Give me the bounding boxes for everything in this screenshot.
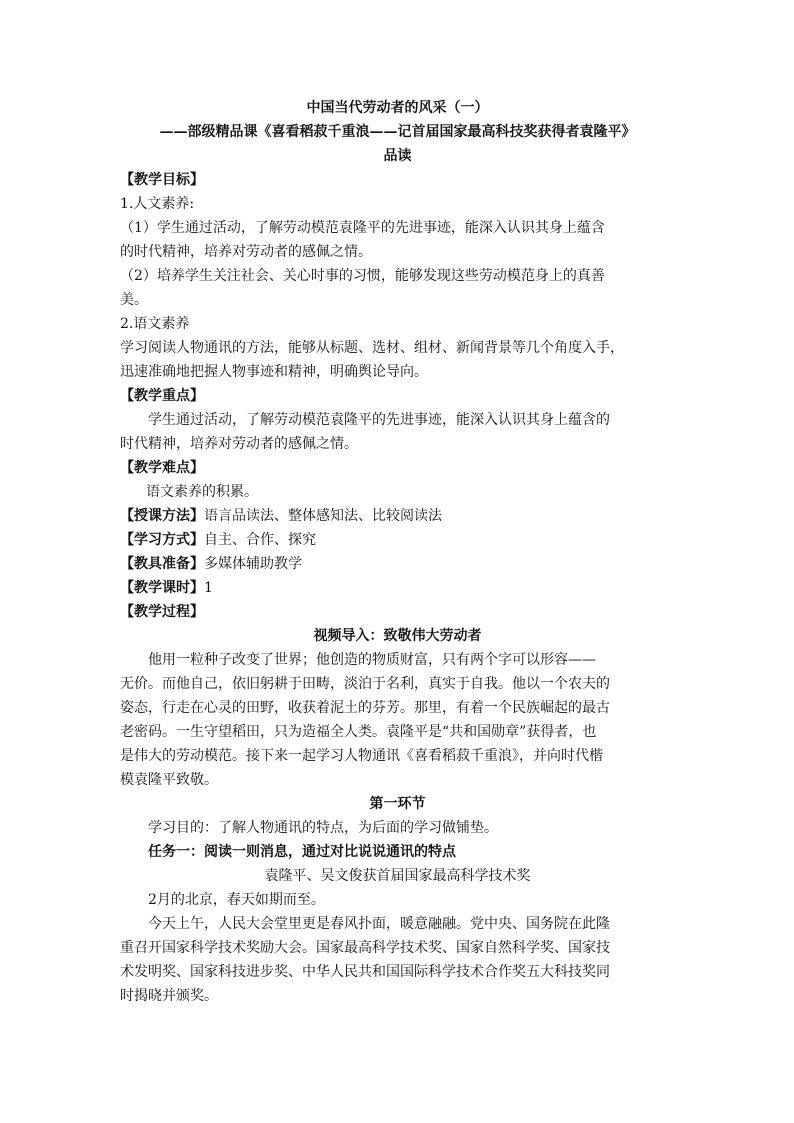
humanities-heading: 1.人文素养: bbox=[120, 196, 195, 212]
hours-label: 【教学课时】 bbox=[120, 580, 204, 596]
language-heading: 2.语文素养 bbox=[120, 316, 190, 332]
humanities-item-1-line-1: （1）学生通过活动，了解劳动模范袁隆平的先进事迹，能深入认识其身上蕴含 bbox=[120, 220, 605, 236]
intro-line-5: 是伟大的劳动模范。接下来一起学习人物通讯《喜看稻菽千重浪》，并向时代楷 bbox=[120, 748, 603, 764]
document-subtitle: ——部级精品课《喜看稻菽千重浪——记首届国家最高科技奖获得者袁隆平》 bbox=[159, 124, 636, 140]
intro-line-6: 模袁隆平致敬。 bbox=[120, 772, 218, 788]
difficulty-heading: 【教学难点】 bbox=[120, 460, 204, 476]
segment-1-heading: 第一环节 bbox=[369, 796, 426, 812]
learning-text: 自主、合作、探究 bbox=[204, 532, 316, 548]
tools-row bbox=[120, 552, 675, 576]
keypoint-line-1: 学生通过活动，了解劳动模范袁隆平的先进事迹，能深入认识其身上蕴含的 bbox=[148, 412, 610, 428]
intro-heading: 视频导入：致敬伟大劳动者 bbox=[313, 628, 482, 644]
news-paragraph-1: 2月的北京，春天如期而至。 bbox=[148, 892, 325, 908]
intro-line-4: 老密码。一生守望稻田，只为造福全人类。袁隆平是“共和国勋章”获得者，也 bbox=[120, 724, 597, 740]
method-label: 【授课方法】 bbox=[120, 508, 204, 524]
learning-row bbox=[120, 528, 675, 552]
news-paragraph-2-line-1: 今天上午，人民大会堂里更是春风扑面，暖意融融。党中央、国务院在此隆 bbox=[148, 916, 610, 932]
language-line-1: 学习阅读人物通讯的方法，能够从标题、选材、组材、新闻背景等几个角度入手， bbox=[120, 340, 624, 356]
hours-row bbox=[120, 576, 675, 600]
news-paragraph-2-line-3: 术发明奖、国家科技进步奖、中华人民共和国国际科学技术合作奖五大科技奖同 bbox=[120, 964, 610, 980]
humanities-item-1-line-2: 的时代精神，培养对劳动者的感佩之情。 bbox=[120, 244, 372, 260]
hours-text: 1 bbox=[204, 580, 213, 596]
process-heading: 【教学过程】 bbox=[120, 604, 204, 620]
intro-line-2: 无价。而他自己，依旧躬耕于田畴，淡泊于名利，真实于自我。他以一个农夫的 bbox=[120, 676, 610, 692]
difficulty-text: 语文素养的积累。 bbox=[146, 484, 258, 500]
news-paragraph-2-line-2: 重召开国家科学技术奖励大会。国家最高科学技术奖、国家自然科学奖、国家技 bbox=[120, 940, 610, 956]
learning-label: 【学习方式】 bbox=[120, 532, 204, 548]
document-title: 中国当代劳动者的风采（一） bbox=[306, 100, 489, 116]
keypoint-line-2: 时代精神，培养对劳动者的感佩之情。 bbox=[120, 436, 358, 452]
document-page bbox=[120, 96, 675, 1008]
humanities-item-2-line-1: （2）培养学生关注社会、关心时事的习惯，能够发现这些劳动模范身上的真善 bbox=[120, 268, 605, 284]
method-text: 语言品读法、整体感知法、比较阅读法 bbox=[204, 508, 442, 524]
news-paragraph-2-line-4: 时揭晓并颁奖。 bbox=[120, 988, 218, 1004]
intro-line-1: 他用一粒种子改变了世界；他创造的物质财富，只有两个字可以形容—— bbox=[148, 652, 596, 668]
news-title: 袁隆平、吴文俊获首届国家最高科学技术奖 bbox=[264, 868, 531, 884]
tools-label: 【教具准备】 bbox=[120, 556, 204, 572]
humanities-item-2-line-2: 美。 bbox=[120, 292, 148, 308]
keypoint-heading: 【教学重点】 bbox=[120, 388, 204, 404]
objectives-heading: 【教学目标】 bbox=[120, 172, 204, 188]
document-subtitle-2: 品读 bbox=[383, 148, 412, 164]
language-line-2: 迅速准确地把握人物事迹和精神，明确舆论导向。 bbox=[120, 364, 428, 380]
tools-text: 多媒体辅助教学 bbox=[204, 556, 302, 572]
segment-1-goal: 学习目的：了解人物通讯的特点，为后面的学习做铺垫。 bbox=[148, 820, 498, 836]
segment-1-task: 任务一：阅读一则消息，通过对比说说通讯的特点 bbox=[148, 844, 456, 860]
intro-line-3: 姿态，行走在心灵的田野，收获着泥土的芬芳。那里，有着一个民族崛起的最古 bbox=[120, 700, 610, 716]
method-row bbox=[120, 504, 675, 528]
